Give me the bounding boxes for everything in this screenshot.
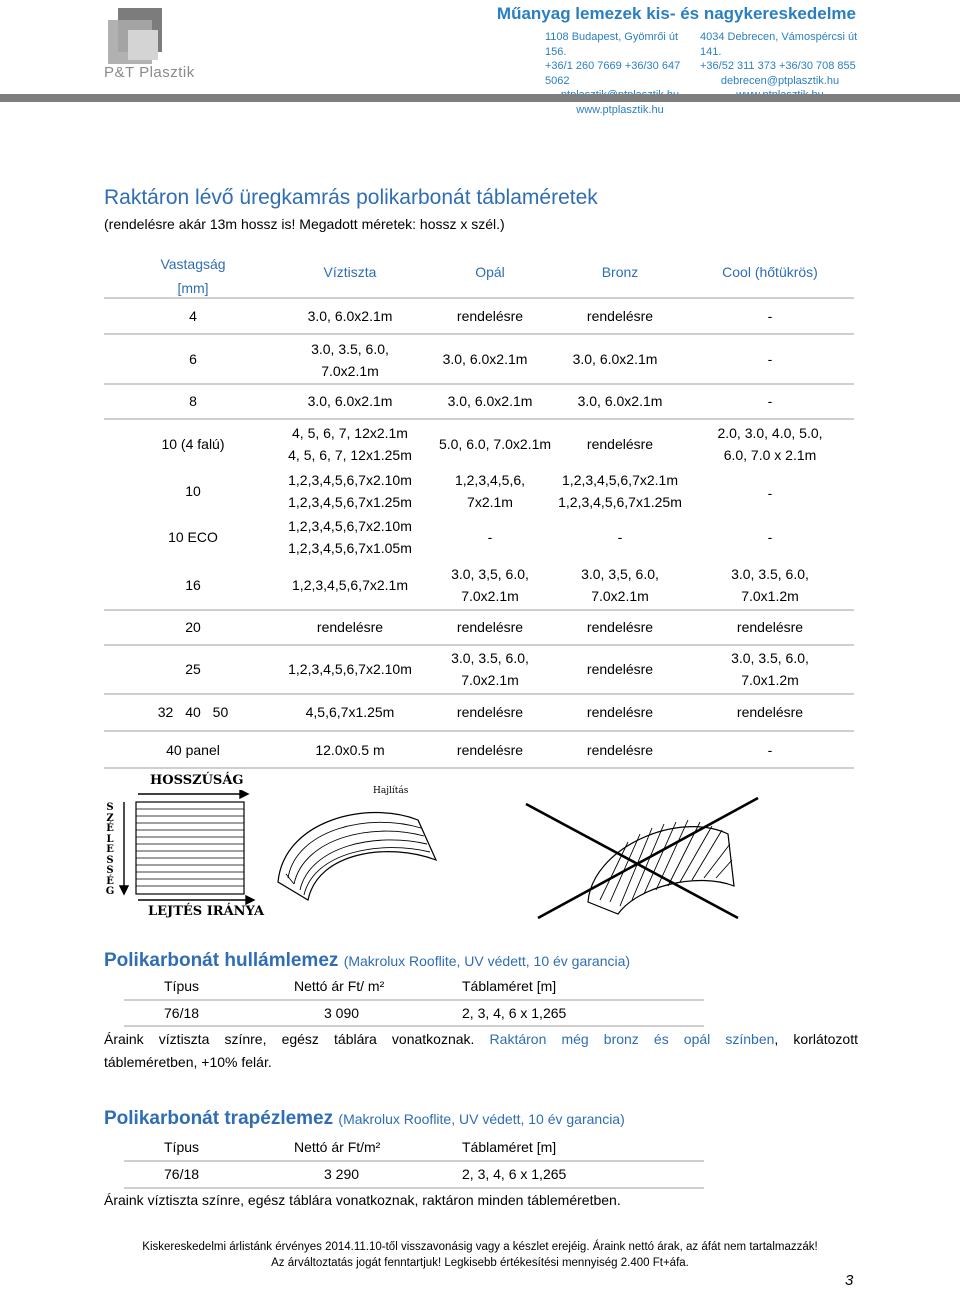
width-letter: É [106, 823, 114, 834]
table-cell: 10 [185, 483, 201, 499]
table-cell: - [767, 308, 773, 324]
logo-square [128, 30, 158, 60]
width-letter: E [106, 844, 114, 855]
cell-line: 1,2,3,4,5,6,7x1.25m [288, 494, 412, 510]
table-cell: rendelésre [456, 308, 524, 324]
website-link[interactable]: www.ptplasztik.hu [576, 103, 664, 116]
table-cell: 25 [185, 661, 201, 677]
table-rule [124, 999, 704, 1001]
length-label: HOSSZÚSÁG [150, 773, 244, 788]
table-cell: rendelésre [456, 704, 524, 720]
table-cell: - [767, 742, 773, 758]
table-header: Táblaméret [m] [462, 978, 557, 994]
table-cell [270, 515, 430, 559]
note-text: , korlátozott [774, 1031, 858, 1047]
table-cell: - [617, 529, 623, 545]
table-cell [430, 469, 550, 513]
table-rule [124, 1025, 704, 1027]
table-cell: rendelésre [586, 661, 654, 677]
title-text: Polikarbonát trapézlemez [104, 1108, 334, 1129]
table-header: Típus [164, 1139, 200, 1155]
col-header-clear: Víztiszta [323, 264, 377, 280]
table-cell: 12.0x0.5 m [315, 742, 385, 758]
cell-line: 1,2,3,4,5,6,7x2.10m [288, 472, 412, 488]
header-text: Vastagság [160, 256, 226, 272]
table-cell: 10 ECO [168, 529, 218, 545]
table-cell: 20 [185, 619, 201, 635]
table-rule [104, 333, 854, 335]
table-cell [540, 469, 700, 513]
cell-line: 3.0, 3.5, 6.0, [451, 650, 529, 666]
slope-direction-label: LEJTÉS IRÁNYA [148, 904, 265, 919]
cell-line: 7.0x2.1m [321, 363, 379, 379]
table-rule [104, 418, 854, 420]
price-note: Áraink víztiszta színre, egész táblára vonatkoznak, raktáron minden tábleméretben. [104, 1192, 621, 1208]
table-cell: 8 [189, 393, 197, 409]
col-header-cool: Cool (hőtükrös) [722, 264, 818, 280]
section-title [104, 950, 630, 972]
table-cell: rendelésre [586, 436, 654, 452]
cross-mark [526, 798, 758, 918]
note-highlight: Raktáron még bronz és opál színben [489, 1031, 775, 1047]
table-cell: rendelésre [456, 742, 524, 758]
table-cell: 3.0, 6.0x2.1m [307, 393, 393, 409]
table-rule [104, 730, 854, 732]
width-letter: G [105, 886, 115, 897]
width-letter: S [106, 802, 114, 813]
table-cell: 3.0, 6.0x2.1m [442, 351, 528, 367]
width-arrow [120, 802, 128, 894]
cell-line: 4, 5, 6, 7, 12x2.1m [292, 425, 408, 441]
table-cell: 3 090 [324, 1005, 360, 1021]
table-cell: 40 panel [166, 742, 220, 758]
cell-line: 3.0, 3,5, 6.0, [581, 566, 659, 582]
table-cell: 1,2,3,4,5,6,7x2.10m [288, 661, 412, 677]
cell-line: 7.0x2.1m [461, 588, 519, 604]
company-title: Műanyag lemezek kis- és nagykereskedelme [496, 4, 856, 23]
table-cell: - [767, 351, 773, 367]
table-cell: - [487, 529, 493, 545]
table-cell: rendelésre [586, 742, 654, 758]
table-cell: rendelésre [586, 704, 654, 720]
header-text: [mm] [177, 280, 209, 296]
address-line: 1108 Budapest, Gyömrői út 156. [545, 31, 679, 58]
cell-line: 2.0, 3.0, 4.0, 5.0, [717, 425, 823, 441]
bend-label: Hajlítás [373, 786, 409, 796]
table-rule [104, 609, 854, 611]
table-cell [700, 563, 840, 607]
table-cell [700, 647, 840, 691]
table-cell: 3.0, 6.0x2.1m [447, 393, 533, 409]
section-title [104, 1108, 625, 1130]
table-cell: - [767, 393, 773, 409]
table-cell: 2, 3, 4, 6 x 1,265 [462, 1005, 567, 1021]
table-cell: 3.0, 6.0x2.1m [572, 351, 658, 367]
phone-line: +36/1 260 7669 +36/30 647 5062 [545, 60, 681, 87]
title-note: (Makrolux Rooflite, UV védett, 10 év garancia) [343, 953, 631, 969]
table-header: Nettó ár Ft/m² [294, 1139, 381, 1155]
title-note: (Makrolux Rooflite, UV védett, 10 év garancia) [338, 1111, 625, 1127]
table-cell: rendelésre [456, 619, 524, 635]
table-rule [104, 383, 854, 385]
cell-line: 1,2,3,4,5,6,7x1.25m [558, 494, 682, 510]
bending-diagram [118, 790, 878, 930]
cell-line: 1,2,3,4,5,6,7x2.1m [562, 472, 678, 488]
cell-line: 3.0, 3.5, 6.0, [311, 341, 389, 357]
header-divider [0, 94, 960, 102]
table-header: Táblaméret [m] [462, 1139, 557, 1155]
cell-line: 7x2.1m [467, 494, 513, 510]
cell-line: 1,2,3,4,5,6,7x1.05m [288, 540, 412, 556]
cell-line: 7.0x2.1m [461, 672, 519, 688]
table-cell: 3.0, 6.0x2.1m [307, 308, 393, 324]
width-letter: S [106, 854, 114, 866]
table-cell: 76/18 [164, 1166, 200, 1182]
table-cell: 10 (4 falú) [161, 436, 225, 452]
col-header-thickness [148, 252, 238, 300]
cell-line: 1,2,3,4,5,6,7x2.10m [288, 518, 412, 534]
table-cell: 32 40 50 [157, 704, 229, 720]
table-rule [104, 767, 854, 769]
table-cell [270, 422, 430, 466]
address-debrecen [700, 30, 860, 103]
email-link[interactable]: debrecen@ptplasztik.hu [720, 74, 840, 87]
cell-line: 7.0x1.2m [741, 672, 799, 688]
table-cell: rendelésre [736, 619, 804, 635]
table-cell: 3.0, 6.0x2.1m [577, 393, 663, 409]
table-cell: rendelésre [316, 619, 384, 635]
price-note [104, 1031, 858, 1047]
cell-line: 3.0, 3.5, 6.0, [731, 566, 809, 582]
table-header: Nettó ár Ft/ m² [294, 978, 385, 994]
phone-line: +36/52 311 373 +36/30 708 855 [700, 60, 856, 72]
logo-text: P&T Plasztik [104, 64, 195, 81]
table-cell: 3 290 [324, 1166, 360, 1182]
width-letter: S [106, 865, 114, 876]
table-rule [124, 1160, 704, 1162]
table-cell [290, 338, 410, 382]
cell-line: 3.0, 3,5, 6.0, [451, 566, 529, 582]
length-arrow [138, 790, 248, 798]
address-budapest [545, 30, 695, 117]
table-cell: 6 [189, 351, 197, 367]
table-cell [430, 647, 550, 691]
table-header: Típus [164, 978, 200, 994]
cell-line: 7.0x2.1m [591, 588, 649, 604]
cell-line: 1,2,3,4,5,6, [454, 472, 526, 488]
table-cell: 5.0, 6.0, 7.0x2.1m [438, 436, 552, 452]
slope-arrow [138, 896, 254, 904]
section-title: Raktáron lévő üregkamrás polikarbonát táblaméretek [104, 186, 598, 209]
table-cell: 1,2,3,4,5,6,7x2.1m [292, 577, 408, 593]
col-header-bronze: Bronz [601, 264, 639, 280]
cell-line: 7.0x1.2m [741, 588, 799, 604]
table-cell: rendelésre [736, 704, 804, 720]
table-cell: - [767, 529, 773, 545]
flat-sheet [136, 802, 244, 894]
table-cell [560, 563, 680, 607]
width-label [104, 803, 116, 898]
width-letter: É [106, 875, 114, 887]
table-cell [695, 422, 845, 466]
table-cell [270, 469, 430, 513]
width-letter: L [106, 833, 114, 845]
table-cell: 4,5,6,7x1.25m [305, 704, 395, 720]
col-header-opal: Opál [475, 264, 505, 280]
table-cell: 16 [185, 577, 201, 593]
price-note-cont: tábleméretben, +10% felár. [104, 1054, 272, 1070]
table-cell: rendelésre [586, 619, 654, 635]
cell-line: 6.0, 7.0 x 2.1m [723, 447, 817, 463]
title-text: Polikarbonát hullámlemez [104, 950, 339, 971]
table-rule [124, 1187, 704, 1189]
section-subtitle: (rendelésre akár 13m hossz is! Megadott méretek: hossz x szél.) [104, 216, 505, 232]
table-cell: - [767, 485, 773, 501]
table-cell: rendelésre [586, 308, 654, 324]
address-line: 4034 Debrecen, Vámospércsi út 141. [700, 31, 858, 58]
footer-validity: Kiskereskedelmi árlistánk érvényes 2014.11.10-től visszavonásig vagy a készlet erejéig. Áraink nettó árak, az áfát nem tartalmazzák! [142, 1241, 818, 1253]
incorrect-arch [588, 820, 734, 914]
table-cell: 76/18 [164, 1005, 200, 1021]
note-text: Áraink víztiszta színre, egész táblára vonatkoznak. [104, 1031, 475, 1047]
table-rule [104, 644, 854, 646]
page-number: 3 [845, 1272, 854, 1289]
table-cell [430, 563, 550, 607]
table-cell: 2, 3, 4, 6 x 1,265 [462, 1166, 567, 1182]
correct-arch [278, 813, 436, 900]
table-cell: 4 [189, 308, 197, 324]
table-rule [104, 297, 854, 299]
cell-line: 3.0, 3.5, 6.0, [731, 650, 809, 666]
cell-line: 4, 5, 6, 7, 12x1.25m [288, 447, 412, 463]
footer-rights: Az árváltoztatás jogát fenntartjuk! Legkisebb értékesítési mennyiség 2.400 Ft+áfa. [271, 1257, 689, 1269]
width-letter: Z [106, 812, 114, 824]
table-rule [104, 693, 854, 695]
